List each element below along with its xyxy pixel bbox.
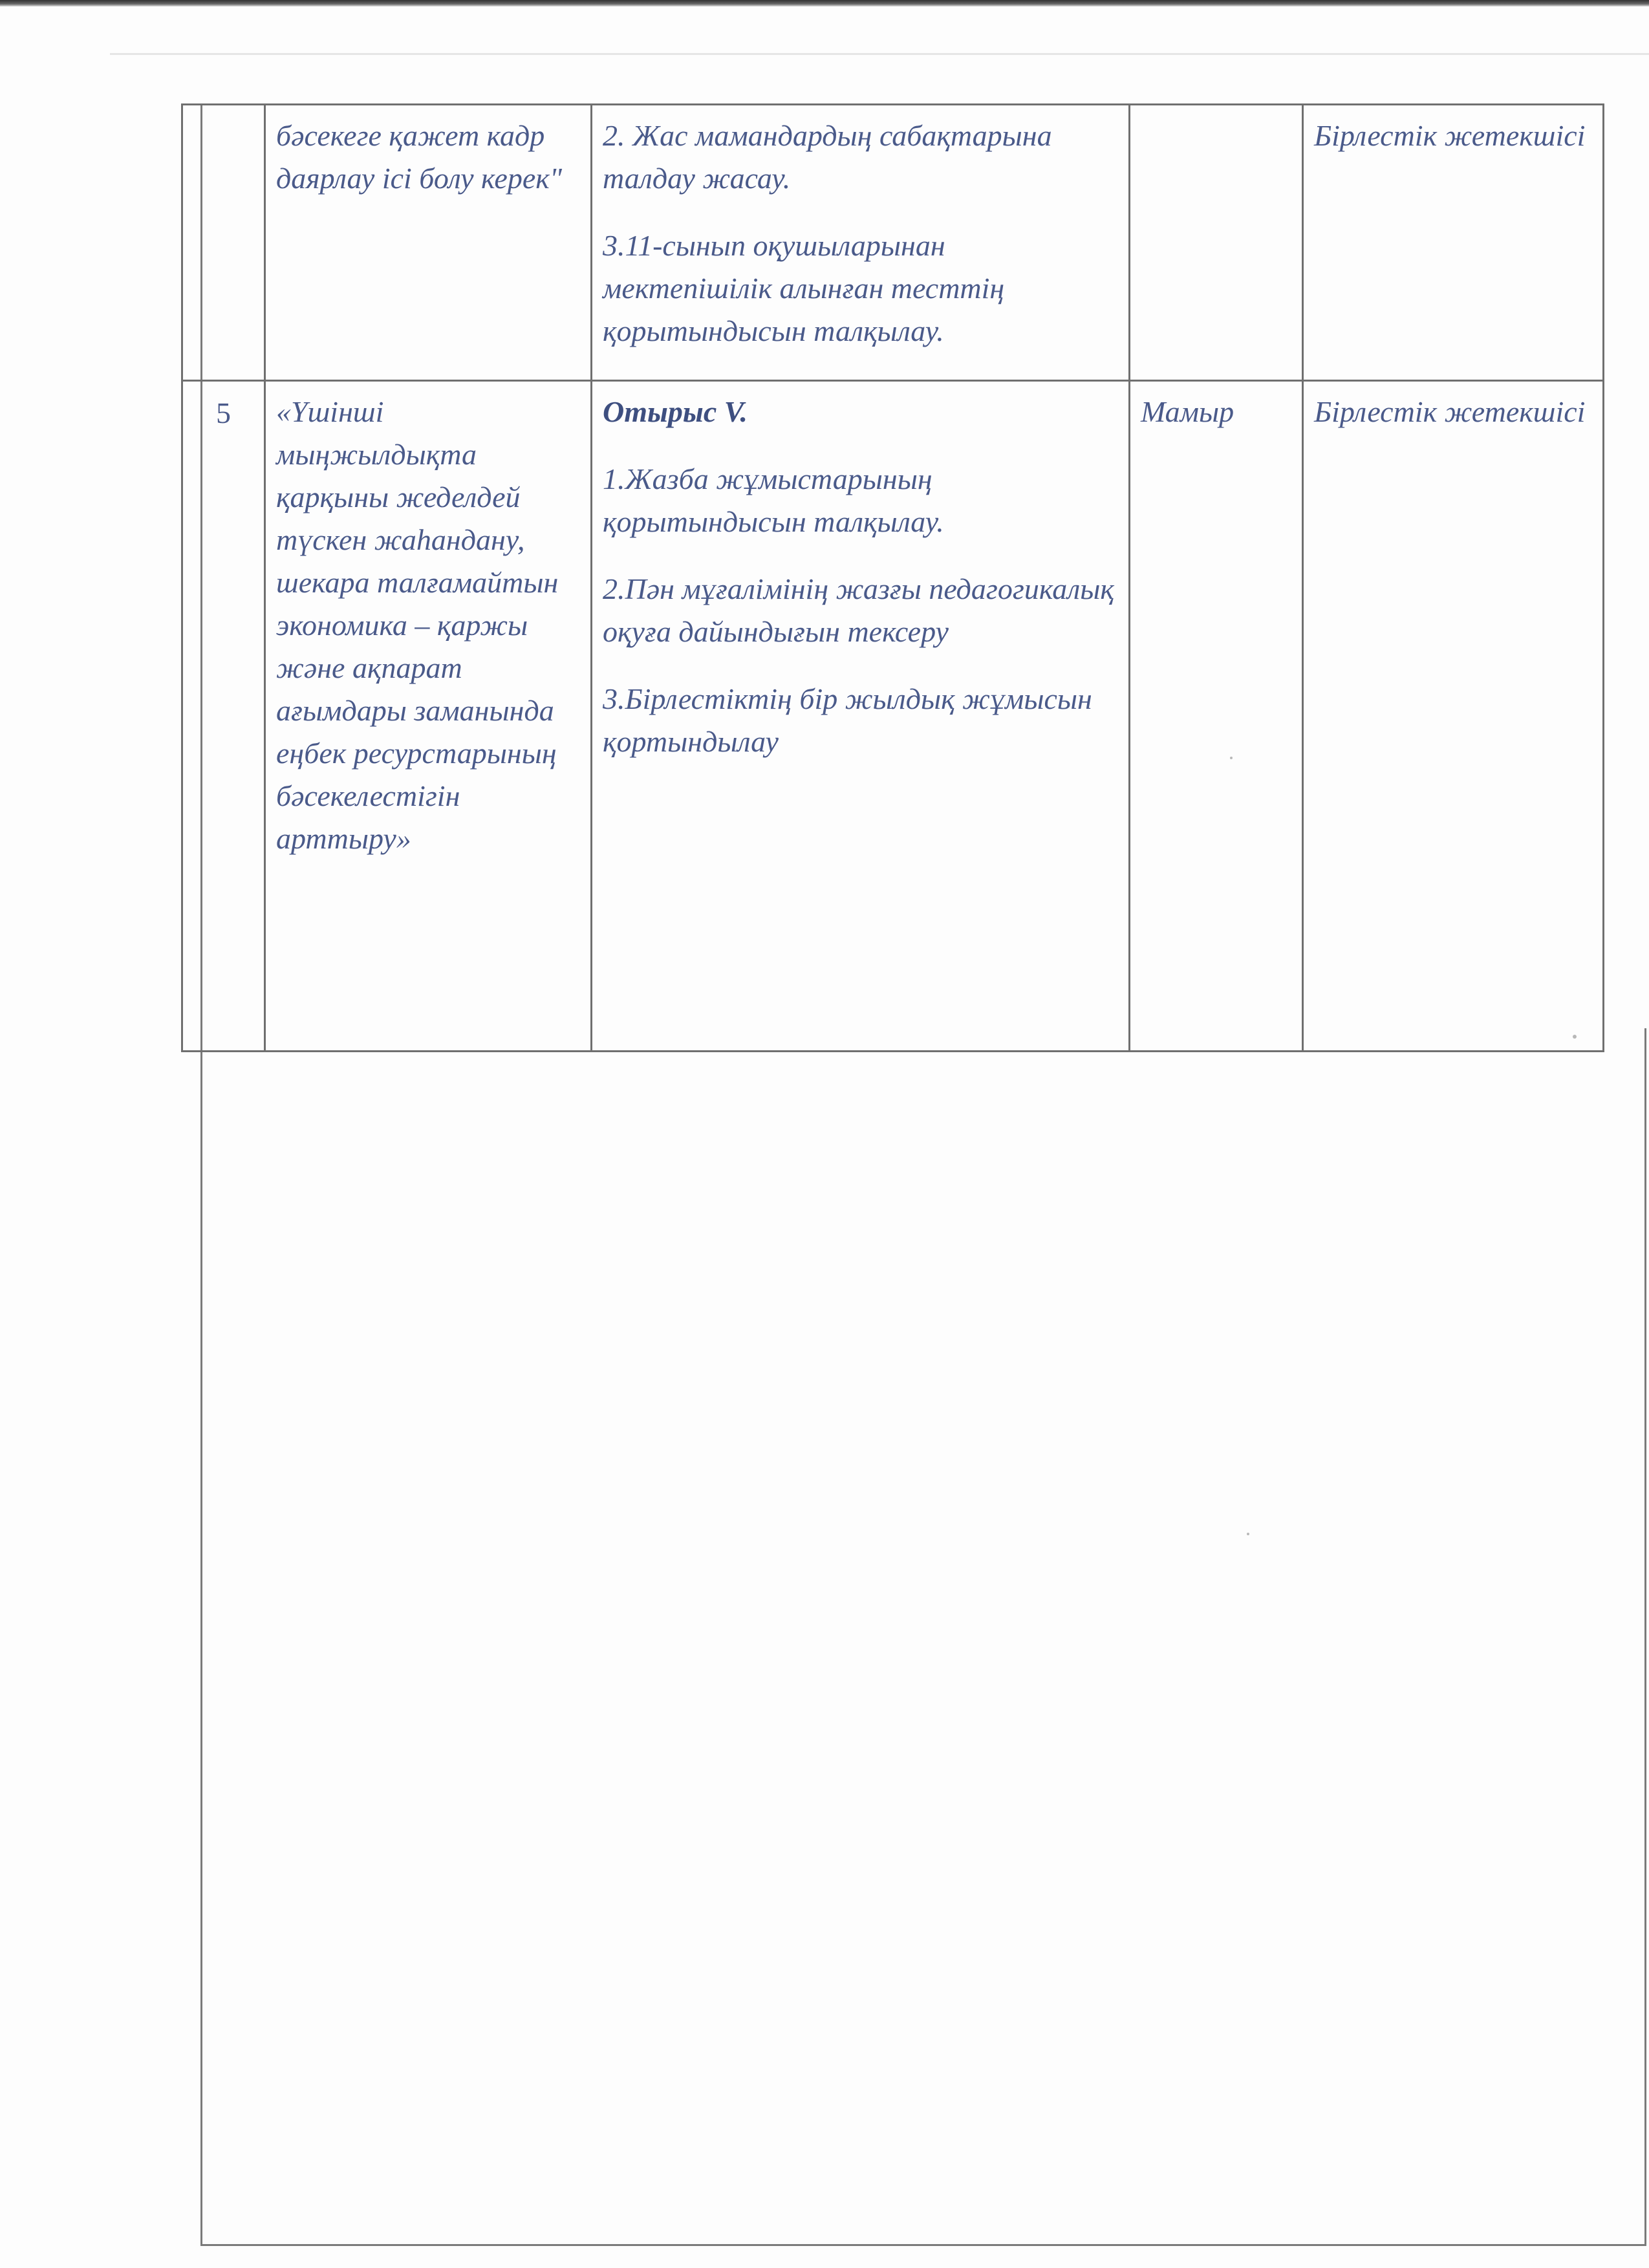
agenda-item: 3.Бірлестіктің бір жылдық жұмысын қортындылау [603,682,1092,758]
agenda-cell [592,381,1130,1052]
agenda-item: 1.Жазба жұмыстарының қорытындысын талқылау. [603,462,944,538]
topic-cell: бәсекеге қажет кадр даярлау ісі болу керек" [265,105,592,381]
month-cell: Мамыр [1130,381,1303,1052]
table-row [182,381,1604,1052]
topic-cell: «Үшінші мыңжылдықта қарқыны жеделдей түскен жаһандану, шекара талғамайтын экономика – қаржы және ақпарат ағымдары заманында еңбек ресурстарының бәсекелестігін арттыру» [265,381,592,1052]
scan-edge [0,0,1649,6]
responsible-cell: Бірлестік жетекшісі [1303,105,1604,381]
table-row [182,105,1604,381]
plan-table [181,103,1604,1052]
agenda-item: 2. Жас мамандардың сабақтарына талдау жасау. [603,119,1052,195]
scan-dust-speck [1573,1035,1577,1039]
agenda-item: 2.Пән мұғалімінің жазғы педагогикалық оқуға дайындығын тексеру [603,572,1114,648]
scan-artifact-line [110,53,1649,55]
row-number-cell [182,105,265,381]
session-title: Отырыс V. [603,395,748,428]
scan-dust-speck [1230,757,1233,759]
responsible-cell: Бірлестік жетекшісі [1303,381,1604,1052]
page-border-frame [200,1028,1646,2246]
scan-dust-speck [1247,1533,1249,1535]
month-cell [1130,105,1303,381]
row-number-cell: 5 [182,381,265,1052]
agenda-item: 3.11-сынып оқушыларынан мектепішілік алынған тесттің қорытындысын талқылау. [603,229,1005,347]
plan-table-container [181,103,1602,1052]
agenda-cell [592,105,1130,381]
